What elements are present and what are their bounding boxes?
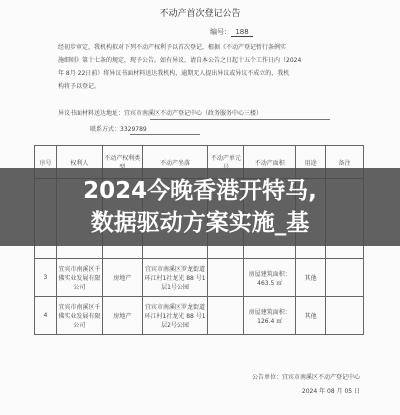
- column-header: 不动产权利类: [102, 146, 142, 179]
- contact-phone-value: 3329789: [120, 126, 147, 133]
- document-title: 不动产首次登记公告: [159, 9, 241, 19]
- cell-note: [326, 259, 364, 297]
- column-header: 不动产单元: [208, 146, 244, 179]
- cell-location: 宜宾市南溪区罗龙街道环江村1社龙光 88 号1层2号公园: [142, 297, 208, 335]
- column-header: 备注: [326, 146, 364, 179]
- footer-unit: 公告单位：宜宾市南溪区不动产登记中心: [251, 374, 360, 381]
- document-number: [210, 27, 253, 37]
- document-number-label: 编号：: [210, 28, 231, 36]
- intro-line-2: 施细则》第十七条的规定，现予公告。如有异议，请自本公告之日起十五个工作日内（2024: [58, 57, 302, 64]
- column-header: 权利人: [56, 146, 102, 179]
- cell-type: 房地产: [102, 259, 142, 297]
- receiving-address-value: 宜宾市南溪区不动产登记中心（政务服务中心三楼）: [124, 110, 263, 117]
- column-header: 不动产面积: [244, 146, 296, 179]
- intro-line-1: 经初步审定，我机构拟对下列不动产权利予以首次登记，根据《不动产登记暂行条例实: [58, 44, 287, 51]
- headline-line-2: 数据驱动方案实施_基: [90, 210, 310, 236]
- phone-underline: [130, 134, 200, 135]
- cell-unit: [208, 297, 244, 335]
- column-header: 序号: [35, 146, 57, 179]
- contact-phone: [90, 124, 147, 133]
- column-header: 用途: [296, 146, 326, 179]
- cell-unit: [208, 259, 244, 297]
- receiving-address: [58, 108, 262, 117]
- cell-use: 其他: [296, 297, 326, 335]
- intro-line-3: 年 8月 22日前）将异议书面材料送达我机构，逾期无人提出异议或异议不成立的，我机: [58, 70, 290, 77]
- cell-holder: 宜宾市南溪区千佛实业发展有限公司: [56, 259, 102, 297]
- cell-no: 3: [35, 259, 57, 297]
- receiving-address-label: 异议书面材料送达地址：: [58, 110, 125, 117]
- cell-location: 宜宾市南溪区罗龙街道环江村1社龙光 88 号1层1号公园: [142, 259, 208, 297]
- contact-phone-label: 联系方式：: [90, 126, 121, 133]
- document-number-value: 188: [231, 28, 253, 37]
- headline-line-1: 2024今晚香港开特马,: [83, 178, 317, 204]
- cell-note: [326, 297, 364, 335]
- intro-line-4: 构将予以登记。: [58, 83, 101, 90]
- footer-date: 2024 年 08 月 05 日: [301, 388, 360, 395]
- cell-type: 房地产: [102, 297, 142, 335]
- cell-holder: 宜宾市南溪区千佛实业发展有限公司: [56, 297, 102, 335]
- cell-no: 4: [35, 297, 57, 335]
- column-header: 不动产坐落: [142, 146, 208, 179]
- cell-use: 其他: [296, 259, 326, 297]
- cell-area: 房屋建筑面积：463.5 ㎡: [244, 259, 296, 297]
- table-row: [35, 297, 364, 335]
- table-row: [35, 259, 364, 297]
- address-underline: [150, 119, 330, 120]
- cell-area: 房屋建筑面积：126.4 ㎡: [244, 297, 296, 335]
